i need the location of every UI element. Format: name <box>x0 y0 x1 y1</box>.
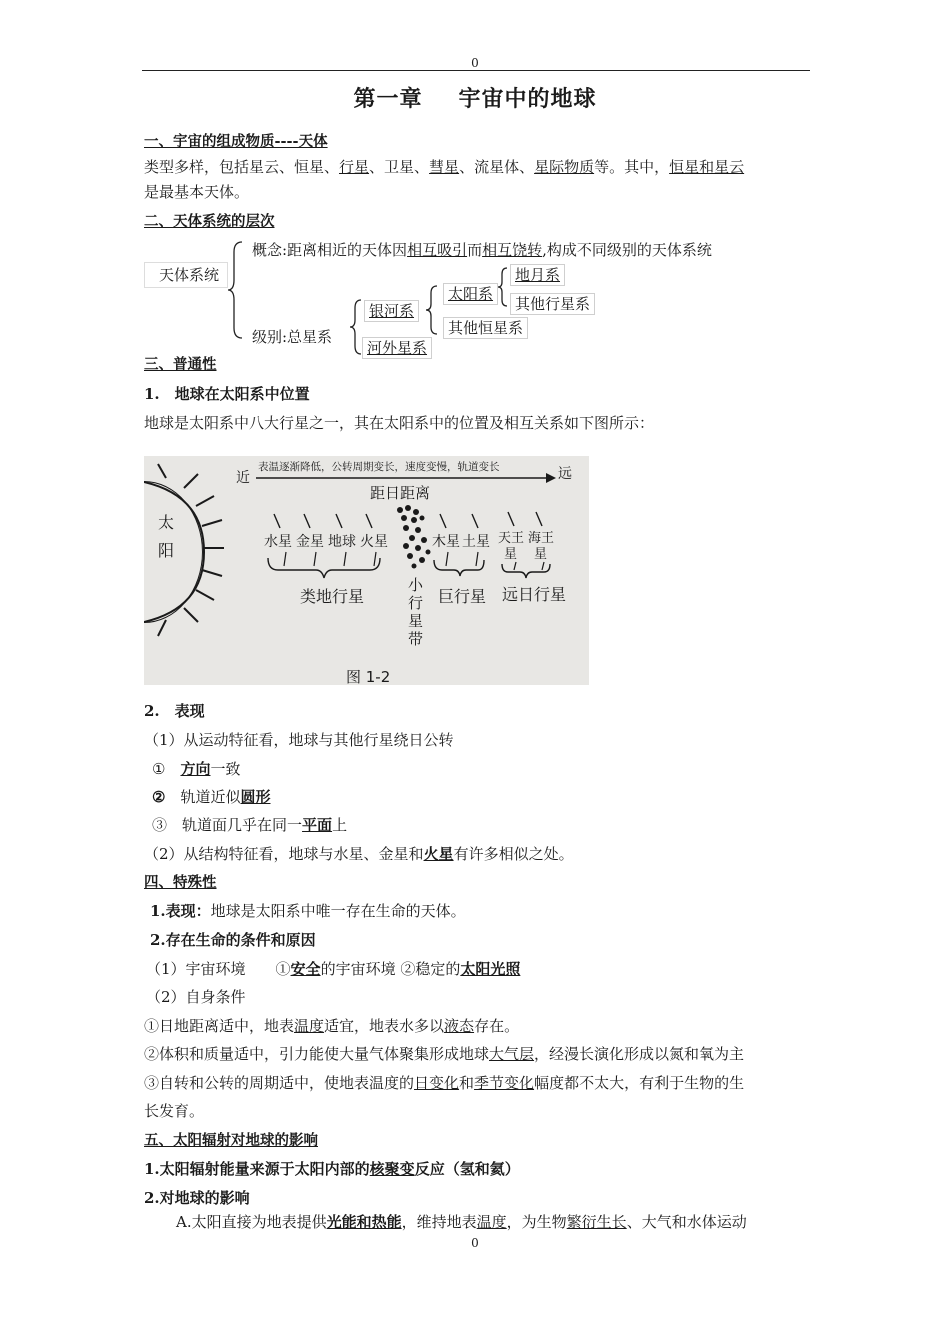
section-2-heading: 二、天体系统的层次 <box>144 213 275 230</box>
planet-venus: 金星 <box>296 534 324 550</box>
section-4-line-7: ③自转和公转的周期适中，使地表温度的日变化和季节变化幅度都不太大，有利于生物的生 <box>144 1074 745 1092</box>
section-1-heading: 一、宇宙的组成物质----天体 <box>144 133 328 150</box>
planet-neptune-1: 海王 <box>528 531 555 546</box>
section-4-heading: 四、特殊性 <box>144 874 217 891</box>
distance-label: 距日距离 <box>370 484 431 502</box>
planet-neptune-2: 星 <box>534 547 548 562</box>
structure-feature: （2）从结构特征看，地球与水星、金星和火星有许多相似之处。 <box>144 845 574 863</box>
diagram-galaxy-box: 银河系 <box>364 300 419 322</box>
section-5-line-2: 2.对地球的影响 <box>144 1189 250 1207</box>
belt-4: 带 <box>408 630 424 648</box>
diagram-other-stars-box: 其他恒星系 <box>443 317 528 339</box>
section-3-heading: 三、普通性 <box>144 356 217 373</box>
feature-orbit-shape: ② 轨道近似圆形 <box>152 788 271 806</box>
diagram-root-box: 天体系统 <box>144 262 228 288</box>
chapter-number: 第一章 <box>353 86 423 112</box>
section-3-sub-1-text: 地球是太阳系中八大行星之一，其在太阳系中的位置及相互关系如下图所示： <box>144 414 655 432</box>
feature-direction: ① 方向一致 <box>152 760 241 778</box>
section-1-line-1: 类型多样，包括星云、恒星、行星、卫星、彗星、流星体、星际物质等。其中，恒星和星云 <box>144 158 745 176</box>
section-5-heading: 五、太阳辐射对地球的影响 <box>144 1132 318 1149</box>
group-outer: 远日行星 <box>502 585 567 604</box>
sun-label-2: 阳 <box>158 541 175 560</box>
group-terrestrial: 类地行星 <box>300 587 365 606</box>
planet-arrows <box>274 512 542 528</box>
group-giant: 巨行星 <box>438 587 487 606</box>
planet-earth: 地球 <box>328 534 356 550</box>
header-rule <box>142 70 810 71</box>
near-label: 近 <box>236 470 250 486</box>
section-3-sub-1: 1. 地球在太阳系中位置 <box>144 385 310 403</box>
diagram-level: 级别:总星系 <box>252 328 333 346</box>
diagram-brace-galaxy <box>424 284 440 336</box>
motion-feature: （1）从运动特征看，地球与其他行星绕日公转 <box>144 731 454 749</box>
diagram-other-planets-box: 其他行星系 <box>510 293 595 315</box>
diagram-brace-solar <box>496 266 510 308</box>
section-4-line-5: ①日地距离适中，地表温度适宜，地表水多以液态存在。 <box>144 1017 520 1035</box>
diagram-concept: 概念:距离相近的天体因相互吸引而相互饶转,构成不同级别的天体系统 <box>252 241 712 259</box>
diagram-extragalactic-box: 河外星系 <box>362 337 432 359</box>
feature-orbit-plane: ③ 轨道面几乎在同一平面上 <box>152 816 348 834</box>
chapter-name: 宇宙中的地球 <box>458 86 597 112</box>
belt-3: 星 <box>408 612 424 630</box>
sun-label-1: 太 <box>158 513 175 532</box>
page-number-top: 0 <box>471 56 479 70</box>
section-4-line-1: 1.表现：地球是太阳系中唯一存在生命的天体。 <box>150 902 466 920</box>
belt-2: 行 <box>408 594 424 612</box>
planet-uranus-1: 天王 <box>498 531 525 546</box>
planet-mars: 火星 <box>360 534 388 550</box>
belt-1: 小 <box>408 576 424 594</box>
section-5-line-3: A.太阳直接为地表提供光能和热能，维持地表温度，为生物繁衍生长、大气和水体运动 <box>176 1213 747 1231</box>
diagram-brace-root <box>226 240 246 340</box>
section-4-line-8: 长发育。 <box>144 1102 205 1120</box>
section-4-line-3: （1）宇宙环境 ①安全的宇宙环境 ②稳定的太阳光照 <box>146 960 521 978</box>
section-5-line-1: 1.太阳辐射能量来源于太阳内部的核聚变反应（氢和氦） <box>144 1160 520 1178</box>
section-3-sub-2: 2. 表现 <box>144 702 205 720</box>
solar-system-figure <box>144 456 589 685</box>
far-label: 远 <box>558 466 572 482</box>
top-note: 表温逐渐降低，公转周期变长，速度变慢，轨道变长 <box>258 461 500 473</box>
asteroid-belt <box>397 505 431 569</box>
section-4-line-6: ②体积和质量适中，引力能使大量气体聚集形成地球大气层，经漫长演化形成以氮和氧为主 <box>144 1045 745 1063</box>
page-number-bottom: 0 <box>471 1236 479 1250</box>
figure-caption: 图 1-2 <box>346 668 391 685</box>
planet-jupiter: 木星 <box>432 534 460 550</box>
chapter-title <box>0 82 950 113</box>
diagram-earth-moon-box: 地月系 <box>510 264 565 286</box>
diagram-solar-system-box: 太阳系 <box>443 283 498 305</box>
section-1-line-2: 是最基本天体。 <box>144 183 250 201</box>
section-4-line-4: （2）自身条件 <box>146 988 246 1006</box>
section-4-line-2: 2.存在生命的条件和原因 <box>150 931 316 949</box>
planet-saturn: 土星 <box>462 534 490 550</box>
planet-mercury: 水星 <box>264 534 292 550</box>
planet-uranus-2: 星 <box>504 547 518 562</box>
